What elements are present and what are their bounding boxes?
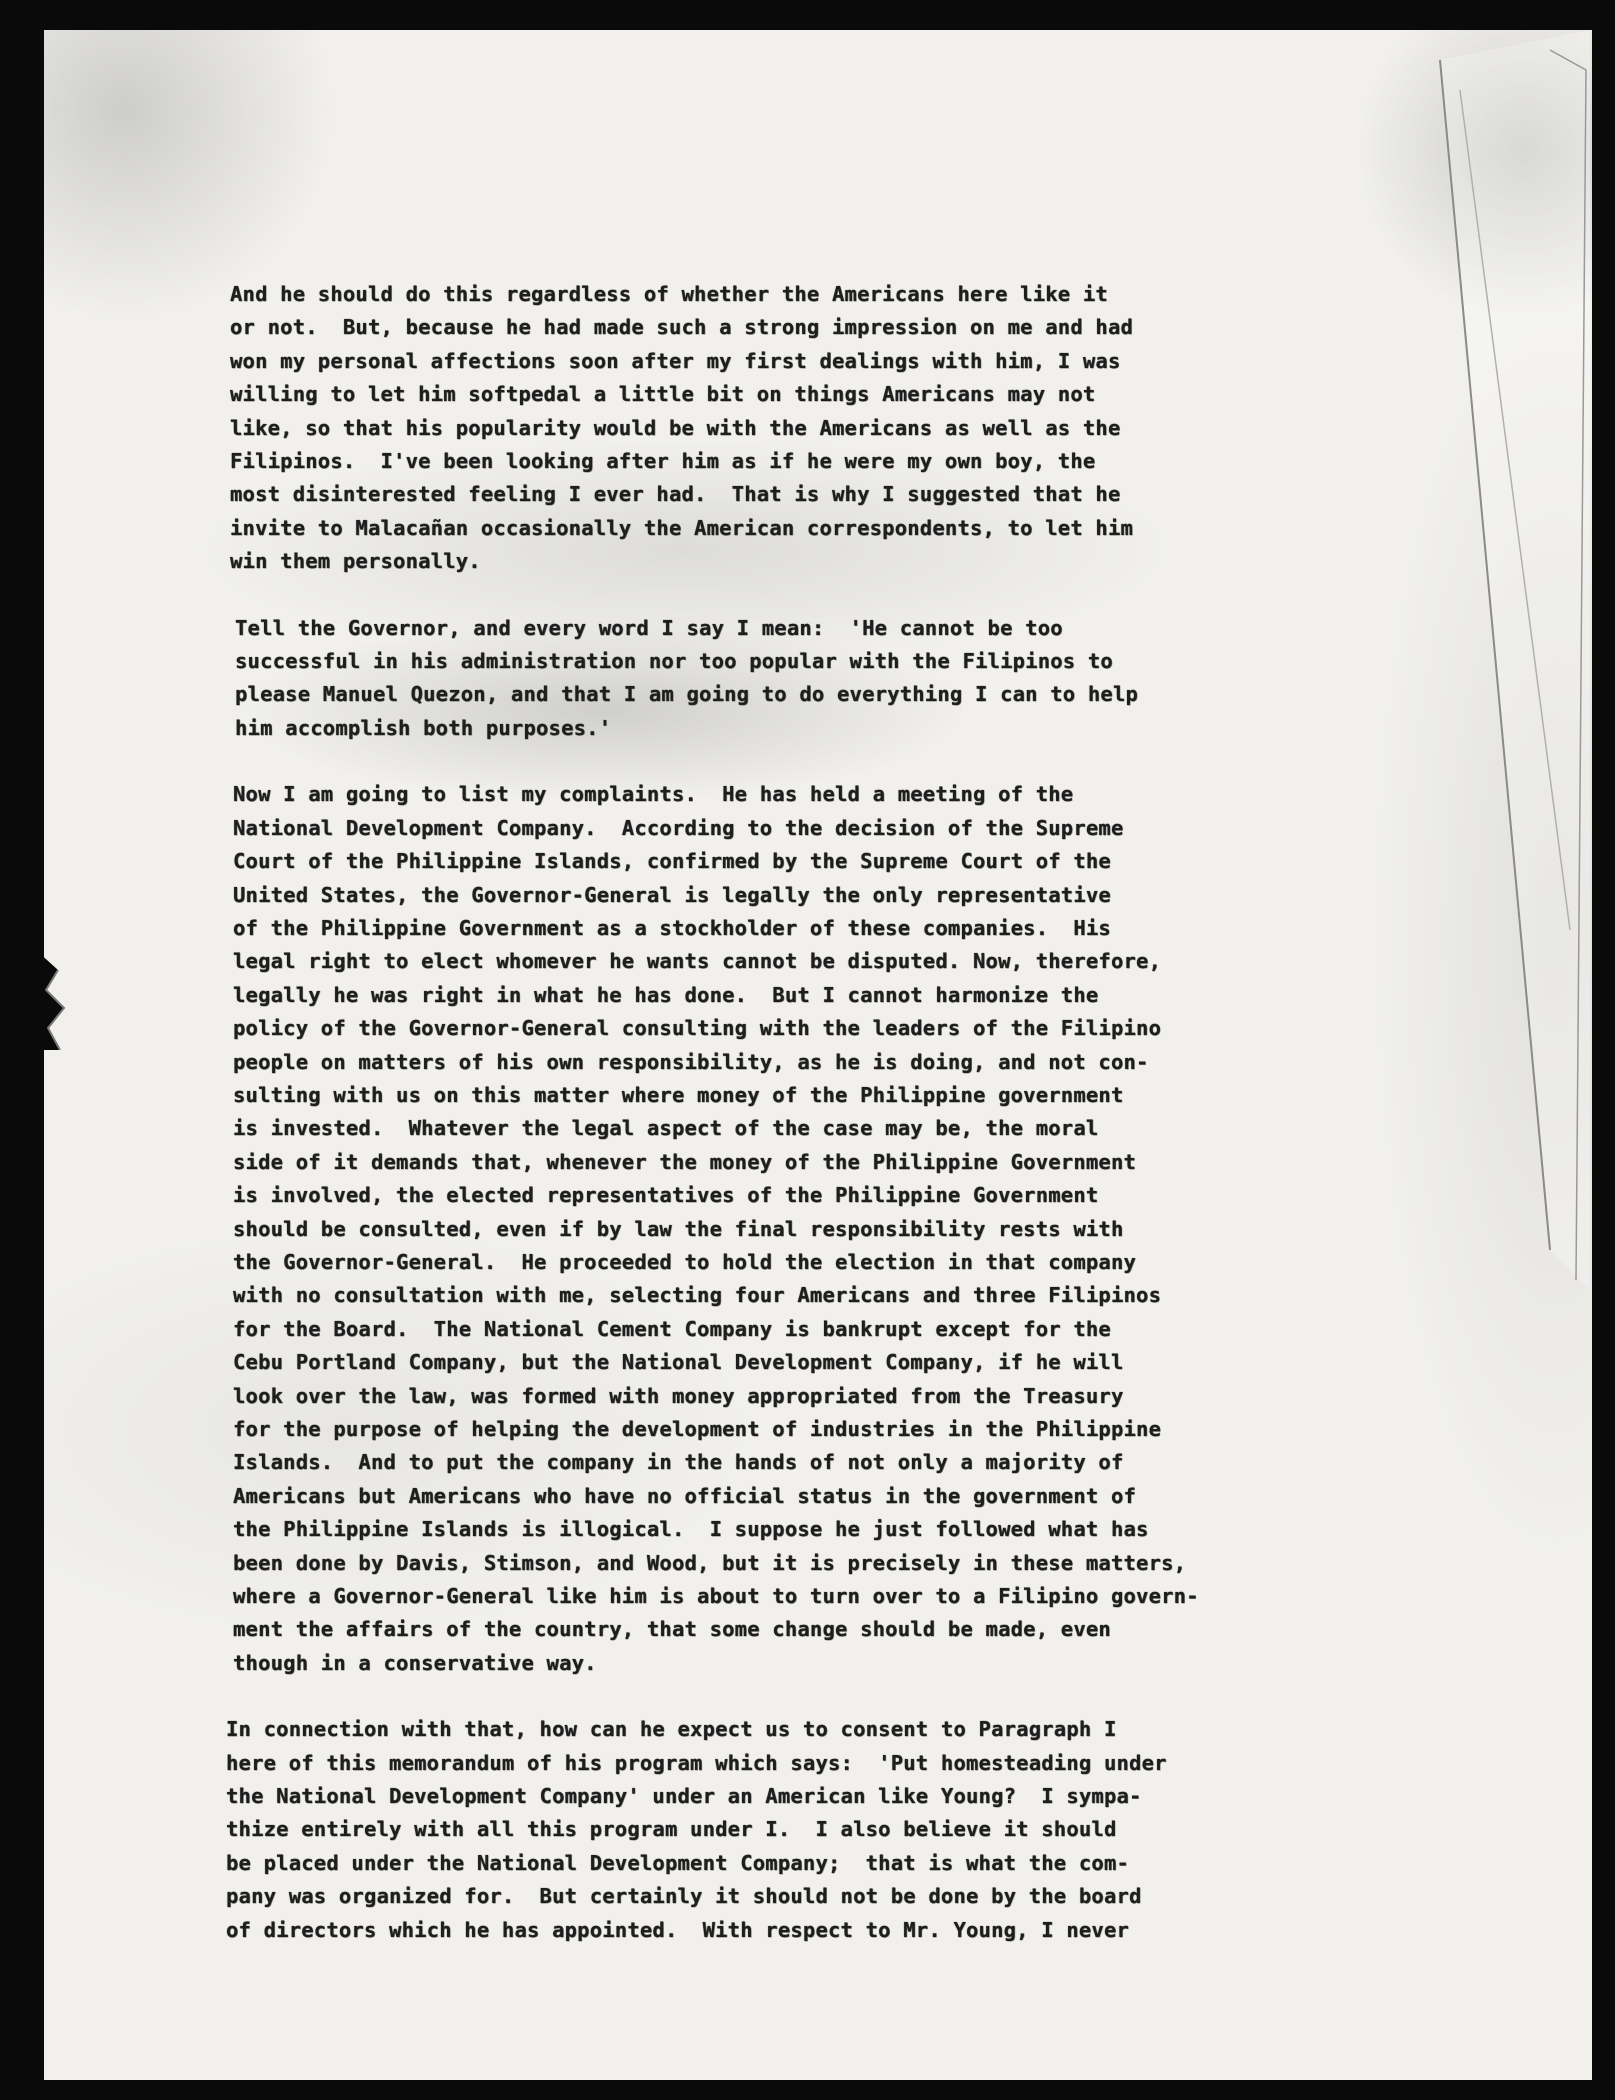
text-line: legally he was right in what he has done. But I cannot harmonize the — [233, 982, 1099, 1007]
text-line: ment the affairs of the country, that some change should be made, even — [233, 1617, 1111, 1642]
text-line: Tell the Governor, and every word I say I mean: 'He cannot be too — [235, 615, 1063, 640]
text-line: the National Development Company' under an American like Young? I sympa- — [226, 1784, 1142, 1809]
text-line: thize entirely with all this program under I. I also believe it should — [226, 1817, 1117, 1842]
text-line: most disinterested feeling I ever had. That is why I suggested that he — [230, 482, 1121, 507]
text-line: though in a conservative way. — [233, 1650, 597, 1675]
text-line: the Philippine Islands is illogical. I suppose he just followed what has — [233, 1517, 1149, 1542]
text-line: look over the law, was formed with money appropriated from the Treasury — [233, 1383, 1124, 1408]
text-line: Islands. And to put the company in the hands of not only a majority of — [233, 1450, 1124, 1475]
text-line: legal right to elect whomever he wants cannot be disputed. Now, therefore, — [233, 949, 1162, 974]
text-line: people on matters of his own responsibility, as he is doing, and not con- — [233, 1049, 1149, 1074]
text-line: is involved, the elected representatives of the Philippine Government — [233, 1183, 1099, 1208]
text-line: won my personal affections soon after my first dealings with him, I was — [230, 348, 1121, 373]
paragraph-2 — [235, 612, 1480, 746]
text-line: win them personally. — [230, 549, 481, 574]
text-line: Cebu Portland Company, but the National Development Company, if he will — [233, 1350, 1124, 1375]
text-line: for the Board. The National Cement Company is bankrupt except for the — [233, 1316, 1111, 1341]
text-line: like, so that his popularity would be with the Americans as well as the — [230, 415, 1121, 440]
text-line: side of it demands that, whenever the money of the Philippine Government — [233, 1149, 1137, 1174]
text-line: pany was organized for. But certainly it should not be done by the board — [226, 1884, 1142, 1909]
text-line: In connection with that, how can he expect us to consent to Paragraph I — [226, 1717, 1117, 1742]
paragraph-3 — [233, 778, 1480, 1680]
paragraph-4 — [226, 1713, 1480, 1947]
text-line: should be consulted, even if by law the final responsibility rests with — [233, 1216, 1124, 1241]
text-line: the Governor-General. He proceeded to hold the election in that company — [233, 1249, 1137, 1274]
text-line: for the purpose of helping the development of industries in the Philippine — [233, 1417, 1162, 1441]
text-line: willing to let him softpedal a little bit on things Americans may not — [230, 382, 1096, 407]
memo-body — [226, 278, 1480, 1980]
text-line: of directors which he has appointed. With respect to Mr. Young, I never — [226, 1917, 1130, 1942]
text-line: with no consultation with me, selecting four Americans and three Filipinos — [233, 1283, 1162, 1308]
text-line: successful in his administration nor too popular with the Filipinos to — [235, 649, 1113, 674]
text-line: Filipinos. I've been looking after him as if he were my own boy, the — [230, 449, 1096, 474]
text-line: where a Governor-General like him is about to turn over to a Filipino govern- — [233, 1584, 1199, 1609]
text-line: National Development Company. According to the decision of the Supreme — [233, 815, 1124, 840]
text-line: Court of the Philippine Islands, confirmed by the Supreme Court of the — [233, 849, 1111, 874]
paragraph-1 — [230, 278, 1480, 579]
text-line: Americans but Americans who have no official status in the government of — [233, 1483, 1137, 1508]
text-line: or not. But, because he had made such a strong impression on me and had — [230, 315, 1134, 340]
text-line: of the Philippine Government as a stockholder of these companies. His — [233, 915, 1111, 940]
text-line: policy of the Governor-General consulting with the leaders of the Filipino — [233, 1016, 1162, 1041]
torn-edge — [36, 950, 76, 1050]
text-line: Now I am going to list my complaints. He has held a meeting of the — [233, 782, 1074, 807]
text-line: been done by Davis, Stimson, and Wood, but it is precisely in these matters, — [233, 1550, 1187, 1575]
text-line: United States, the Governor-General is legally the only representative — [233, 882, 1111, 907]
text-line: him accomplish both purposes.' — [235, 715, 612, 740]
text-line: sulting with us on this matter where money of the Philippine government — [233, 1082, 1124, 1107]
text-line: here of this memorandum of his program which says: 'Put homesteading under — [226, 1750, 1167, 1775]
text-line: invite to Malacañan occasionally the American correspondents, to let him — [230, 515, 1134, 540]
text-line: be placed under the National Development Company; that is what the com- — [226, 1850, 1130, 1875]
text-line: please Manuel Quezon, and that I am going to do everything I can to help — [235, 682, 1139, 707]
text-line: And he should do this regardless of whether the Americans here like it — [230, 282, 1108, 306]
text-line: is invested. Whatever the legal aspect of the case may be, the moral — [233, 1116, 1099, 1141]
